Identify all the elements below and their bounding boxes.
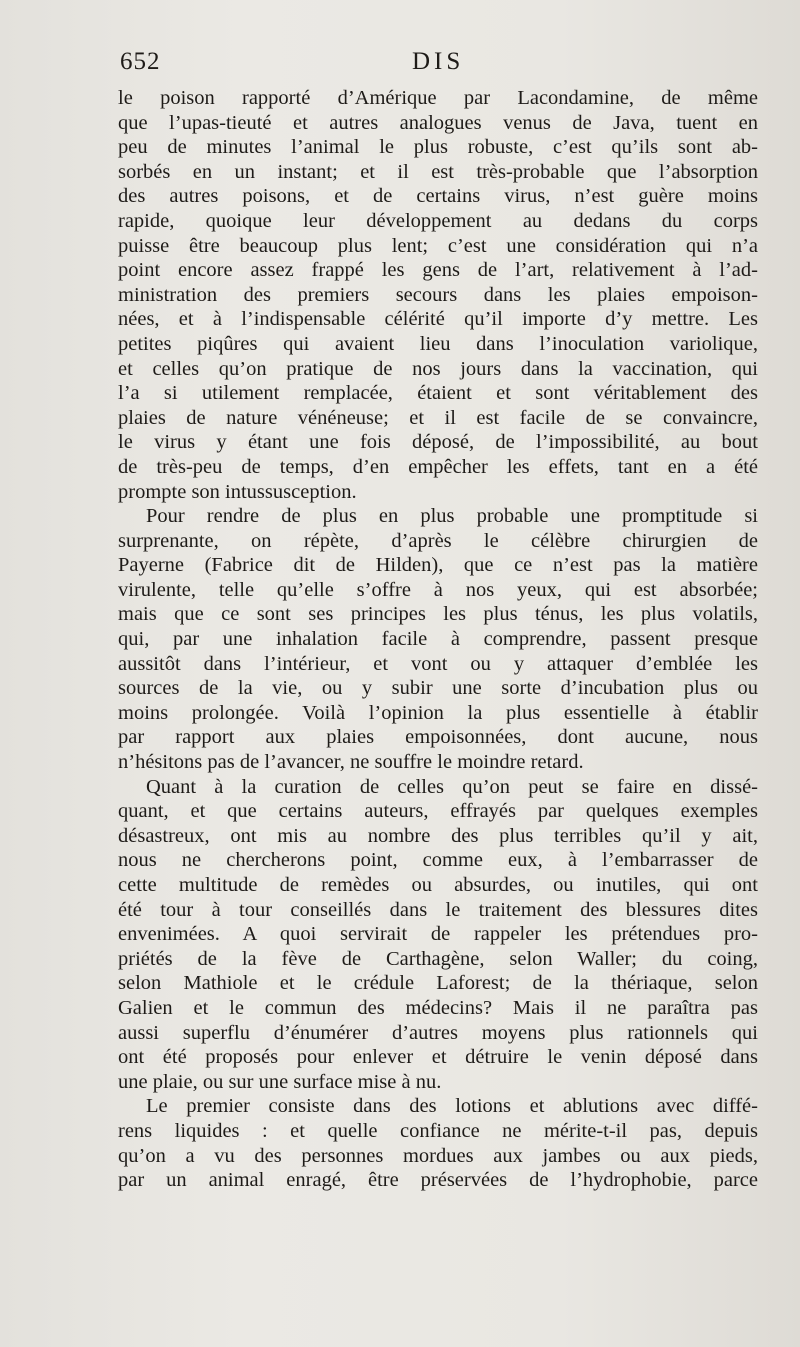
text-line: ont été proposés pour enlever et détruire le venin déposé dans: [118, 1046, 758, 1069]
paragraph: [118, 1094, 758, 1192]
text-line: moins prolongée. Voilà l’opinion la plus essentielle à établir: [118, 701, 758, 724]
text-line: désastreux, ont mis au nombre des plus terribles qu’il y ait,: [118, 824, 758, 847]
text-line: n’hésitons pas de l’avancer, ne souffre le moindre retard.: [118, 751, 584, 774]
text-line: qui, par une inhalation facile à comprendre, passent presque: [118, 628, 758, 651]
text-line: par rapport aux plaies empoisonnées, dont aucune, nous: [118, 726, 758, 749]
text-line: que l’upas-tieuté et autres analogues venus de Java, tuent en: [118, 111, 758, 134]
text-line: Le premier consiste dans des lotions et ablutions avec diffé-: [146, 1095, 758, 1118]
text-line: priétés de la fève de Carthagène, selon Waller; du coing,: [118, 947, 758, 970]
text-line: rapide, quoique leur développement au dedans du corps: [118, 209, 758, 232]
text-line: plaies de nature vénéneuse; et il est facile de se convaincre,: [118, 406, 758, 429]
text-line: été tour à tour conseillés dans le traitement des blessures dites: [118, 898, 758, 921]
text-line: peu de minutes l’animal le plus robuste, c’est qu’ils sont ab-: [118, 136, 758, 159]
text-line: de très-peu de temps, d’en empêcher les effets, tant en a été: [118, 455, 758, 478]
text-line: le virus y étant une fois déposé, de l’impossibilité, au bout: [118, 431, 758, 454]
text-line: Quant à la curation de celles qu’on peut se faire en dissé-: [146, 775, 758, 798]
text-line: puisse être beaucoup plus lent; c’est une considération qui n’a: [118, 234, 758, 257]
text-line: sources de la vie, ou y subir une sorte d’incubation plus ou: [118, 677, 758, 700]
text-line: mais que ce sont ses principes les plus ténus, les plus volatils,: [118, 603, 758, 626]
text-line: virulente, telle qu’elle s’offre à nos yeux, qui est absorbée;: [118, 578, 758, 601]
text-line: quant, et que certains auteurs, effrayés par quelques exemples: [118, 800, 758, 823]
text-line: point encore assez frappé les gens de l’art, relativement à l’ad-: [118, 259, 758, 282]
text-line: et celles qu’on pratique de nos jours dans la vaccination, qui: [118, 357, 758, 380]
page-header: [120, 48, 756, 82]
text-line: ministration des premiers secours dans les plaies empoison-: [118, 283, 758, 306]
text-line: nous ne chercherons point, comme eux, à l’embarrasser de: [118, 849, 758, 872]
text-line: des autres poisons, et de certains virus, n’est guère moins: [118, 185, 758, 208]
text-line: surprenante, on répète, d’après le célèbre chirurgien de: [118, 529, 758, 552]
text-line: le poison rapporté d’Amérique par Lacondamine, de même: [118, 87, 758, 109]
text-line: Payerne (Fabrice dit de Hilden), que ce n’est pas la matière: [118, 554, 758, 577]
text-line: sorbés en un instant; et il est très-probable que l’absorption: [118, 160, 758, 183]
text-line: l’a si utilement remplacée, étaient et sont véritablement des: [118, 382, 758, 405]
text-line: qu’on a vu des personnes mordues aux jambes ou aux pieds,: [118, 1144, 758, 1167]
body-text: [118, 86, 758, 1193]
running-head: DIS: [412, 48, 465, 75]
text-line: Pour rendre de plus en plus probable une promptitude si: [146, 505, 758, 528]
text-line: envenimées. A quoi servirait de rappeler les prétendues pro-: [118, 923, 758, 946]
text-line: aussitôt dans l’intérieur, et vont ou y attaquer d’emblée les: [118, 652, 758, 675]
text-line: rens liquides : et quelle confiance ne mérite-t-il pas, depuis: [118, 1119, 758, 1142]
text-line: cette multitude de remèdes ou absurdes, ou inutiles, qui ont: [118, 874, 758, 896]
text-line: aussi superflu d’énumérer d’autres moyens plus rationnels qui: [118, 1021, 758, 1044]
text-line: une plaie, ou sur une surface mise à nu.: [118, 1070, 442, 1093]
paragraph: [118, 775, 758, 1095]
text-line: prompte son intussusception.: [118, 480, 357, 503]
page-number: 652: [120, 48, 161, 75]
text-line: nées, et à l’indispensable célérité qu’il importe d’y mettre. Les: [118, 308, 758, 331]
text-line: Galien et le commun des médecins? Mais il ne paraîtra pas: [118, 996, 758, 1019]
paragraph: [118, 504, 758, 775]
paragraph: [118, 86, 758, 504]
text-line: petites piqûres qui avaient lieu dans l’inoculation variolique,: [118, 332, 758, 355]
text-line: selon Mathiole et le crédule Laforest; de la thériaque, selon: [118, 972, 758, 995]
text-line: par un animal enragé, être préservées de l’hydrophobie, parce: [118, 1169, 758, 1192]
